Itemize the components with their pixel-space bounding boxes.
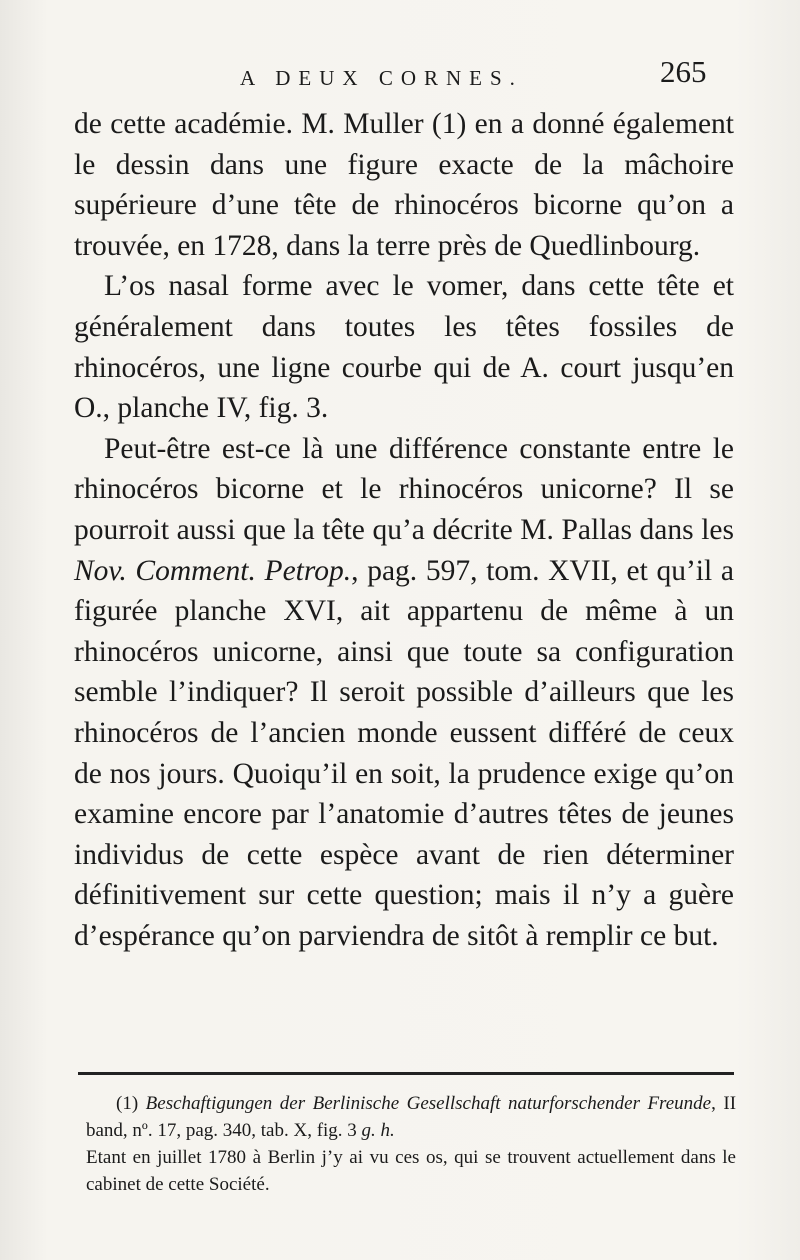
footnote-rule	[78, 1072, 734, 1075]
footnote-marker: (1)	[116, 1093, 139, 1114]
paragraph-2: L’os nasal forme avec le vomer, dans cette tête et généralement dans toutes les têtes fossiles de rhinocéros, une ligne courbe qui de A. court jusqu’en O., planche IV, fig. 3.	[74, 270, 734, 425]
footnotes	[86, 1090, 736, 1198]
footnote-title: Beschaftigungen der Berlinische Gesellschaft naturforschender Freunde	[145, 1093, 712, 1114]
footnote-sentence: Etant en juillet 1780 à Berlin j’y ai vu ces os, qui se trouvent actuellement dans le cabinet de cette Société.	[86, 1147, 736, 1195]
page-header	[0, 52, 800, 92]
running-title: A DEUX CORNES.	[240, 66, 523, 90]
body-text	[74, 104, 734, 956]
paragraph-1: de cette académie. M. Muller (1) en a donné également le dessin dans une figure exacte de la mâchoire supérieure d’une tête de rhinocéros bicorne qu’on a trouvée, en 1728, dans la terre près de Quedlinbourg.	[74, 108, 734, 262]
paragraph-3-text-a: Peut-être est-ce là une différence constante entre le rhinocéros bicorne et le rhinocéros unicorne? Il se pourroit aussi que la tête qu’a décrite M. Pallas dans les	[74, 432, 734, 546]
page-number: 265	[660, 54, 707, 89]
paragraph-3	[74, 429, 734, 957]
footnote-reference: , II band, nº. 17, pag. 340, tab. X, fig. 3	[86, 1093, 737, 1141]
footnote-figure-letters: g. h.	[361, 1120, 395, 1141]
footnote-1	[86, 1090, 736, 1198]
paragraph-3-text-b: , pag. 597, tom. XVII, et qu’il a figurée planche XVI, ait appartenu de même à un rhinocéros unicorne, ainsi que toute sa configuration semble l’indiquer? Il seroit possible d’ailleurs que les rhinocéros de l’ancien monde eussent différé de ceux de nos jours. Quoiqu’il en soit, la prudence exige qu’on examine encore par l’anatomie d’autres têtes de jeunes individus de cette espèce avant de rien déterminer définitivement sur cette question; mais il n’y a guère d’espérance qu’on parviendra de sitôt à remplir ce but.	[74, 554, 734, 952]
journal-title: Nov. Comment. Petrop.	[74, 554, 352, 587]
